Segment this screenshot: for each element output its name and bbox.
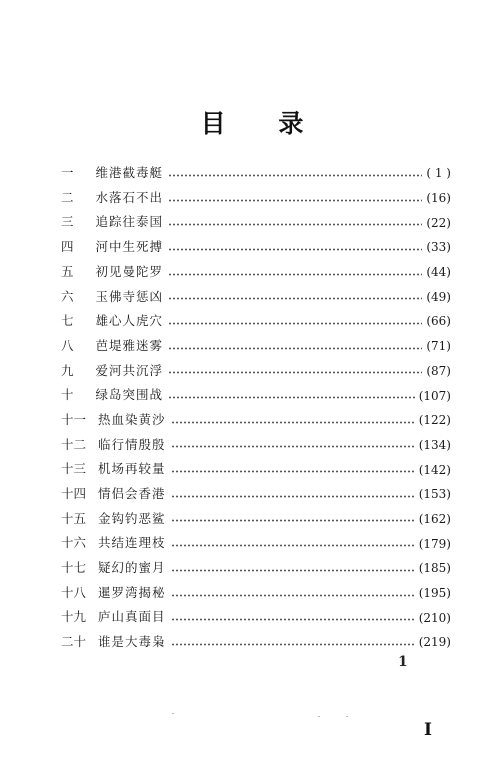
chapter-number: 十六	[61, 535, 87, 551]
chapter-title: 芭堤雅迷雾	[95, 337, 164, 353]
chapter-page-number: (210)	[418, 610, 451, 625]
toc-entry	[61, 433, 451, 458]
dot-leader	[168, 248, 422, 251]
chapter-page-number: (142)	[418, 462, 451, 477]
chapter-title: 绿岛突围战	[95, 387, 164, 403]
chapter-page-number: (49)	[426, 289, 451, 304]
chapter-page-number: (44)	[426, 265, 451, 280]
dot-leader	[171, 445, 415, 448]
chapter-number: 十三	[61, 461, 87, 477]
chapter-title: 机场再较量	[98, 461, 166, 477]
dot-leader	[168, 273, 422, 276]
dot-leader	[171, 569, 415, 572]
chapter-page-number: (134)	[418, 437, 451, 452]
toc-entry	[61, 383, 451, 408]
chapter-page-number: (16)	[426, 191, 451, 206]
chapter-number: 十九	[61, 609, 87, 625]
chapter-number: 九	[61, 362, 74, 378]
chapter-number: 五	[61, 263, 74, 279]
scan-speck	[346, 716, 348, 717]
chapter-title: 情侣会香港	[98, 486, 166, 502]
toc-entry	[61, 359, 451, 384]
chapter-title: 暹罗湾揭秘	[98, 584, 166, 600]
toc-entry	[61, 235, 451, 260]
dot-leader	[171, 643, 415, 646]
chapter-page-number: (179)	[418, 536, 451, 551]
dot-leader	[171, 495, 415, 498]
dot-leader	[171, 618, 415, 621]
toc-entry	[61, 260, 451, 285]
chapter-number: 六	[61, 288, 74, 304]
chapter-number: 十	[61, 387, 74, 403]
chapter-title: 谁是大毒枭	[98, 634, 166, 650]
chapter-page-number: ( 1 )	[426, 166, 451, 181]
chapter-title: 爱河共沉浮	[95, 362, 164, 378]
folio-mark: I	[424, 720, 432, 740]
scan-speck	[318, 716, 320, 717]
chapter-page-number: (107)	[418, 388, 451, 403]
toc-entry	[61, 210, 451, 235]
chapter-title: 追踪往泰国	[95, 214, 164, 230]
chapter-page-number: (22)	[426, 215, 451, 230]
chapter-number: 十二	[61, 436, 87, 452]
chapter-page-number: (33)	[426, 240, 451, 255]
chapter-number: 十一	[61, 411, 87, 427]
chapter-title: 雄心人虎穴	[95, 313, 164, 329]
chapter-page-number: (162)	[418, 511, 451, 526]
chapter-number: 七	[61, 313, 74, 329]
toc-entry	[61, 630, 451, 655]
dot-leader	[168, 223, 422, 226]
dot-leader	[168, 174, 422, 177]
chapter-page-number: (195)	[418, 586, 451, 601]
toc-entry	[61, 309, 451, 334]
toc-entry	[61, 457, 451, 482]
scan-speck	[172, 713, 174, 714]
chapter-title: 水落石不出	[95, 189, 164, 205]
chapter-number: 二十	[61, 634, 87, 650]
chapter-number: 十四	[61, 486, 87, 502]
chapter-page-number: (185)	[418, 561, 451, 576]
chapter-title: 疑幻的蜜月	[98, 560, 166, 576]
chapter-page-number: (87)	[426, 363, 451, 378]
chapter-number: 三	[61, 214, 74, 230]
dot-leader	[168, 199, 422, 202]
toc-entry	[61, 531, 451, 556]
page-title: 目 录	[200, 109, 326, 138]
chapter-page-number: (71)	[426, 339, 451, 354]
dot-leader	[168, 322, 422, 325]
chapter-number: 十八	[61, 584, 87, 600]
chapter-title: 共结连理枝	[98, 535, 166, 551]
chapter-title: 热血染黄沙	[98, 411, 166, 427]
dot-leader	[171, 519, 415, 522]
chapter-page-number: (219)	[418, 635, 451, 650]
dot-leader	[168, 297, 422, 300]
chapter-title: 庐山真面目	[98, 609, 166, 625]
chapter-number: 四	[61, 239, 74, 255]
chapter-number: 八	[61, 337, 74, 353]
dot-leader	[168, 396, 415, 399]
chapter-page-number: (153)	[418, 487, 451, 502]
toc-entry	[61, 408, 451, 433]
chapter-title: 玉佛寺惩凶	[95, 288, 164, 304]
chapter-title: 河中生死搏	[95, 239, 164, 255]
chapter-number: 十五	[61, 510, 87, 526]
chapter-title: 金钩钓恶鲨	[98, 510, 166, 526]
chapter-page-number: (122)	[418, 413, 451, 428]
chapter-number: 二	[61, 189, 74, 205]
dot-leader	[171, 421, 415, 424]
dot-leader	[171, 594, 415, 597]
toc-entry	[61, 482, 451, 507]
chapter-title: 初见曼陀罗	[95, 263, 164, 279]
chapter-page-number: (66)	[426, 314, 451, 329]
toc-entry	[61, 334, 451, 359]
dot-leader	[168, 371, 422, 374]
toc-entry	[61, 507, 451, 532]
toc-entry	[61, 284, 451, 309]
chapter-title: 维港截毒艇	[95, 165, 164, 181]
toc-entry	[61, 581, 451, 606]
chapter-number: 十七	[61, 560, 87, 576]
dot-leader	[171, 544, 415, 547]
toc-entry	[61, 605, 451, 630]
toc-entry	[61, 161, 451, 186]
page-number: 1	[398, 654, 408, 670]
chapter-title: 临行情殷殷	[98, 436, 166, 452]
chapter-number: 一	[61, 165, 74, 181]
dot-leader	[171, 470, 415, 473]
dot-leader	[168, 347, 422, 350]
table-of-contents	[61, 161, 451, 655]
toc-entry	[61, 186, 451, 211]
toc-entry	[61, 556, 451, 581]
